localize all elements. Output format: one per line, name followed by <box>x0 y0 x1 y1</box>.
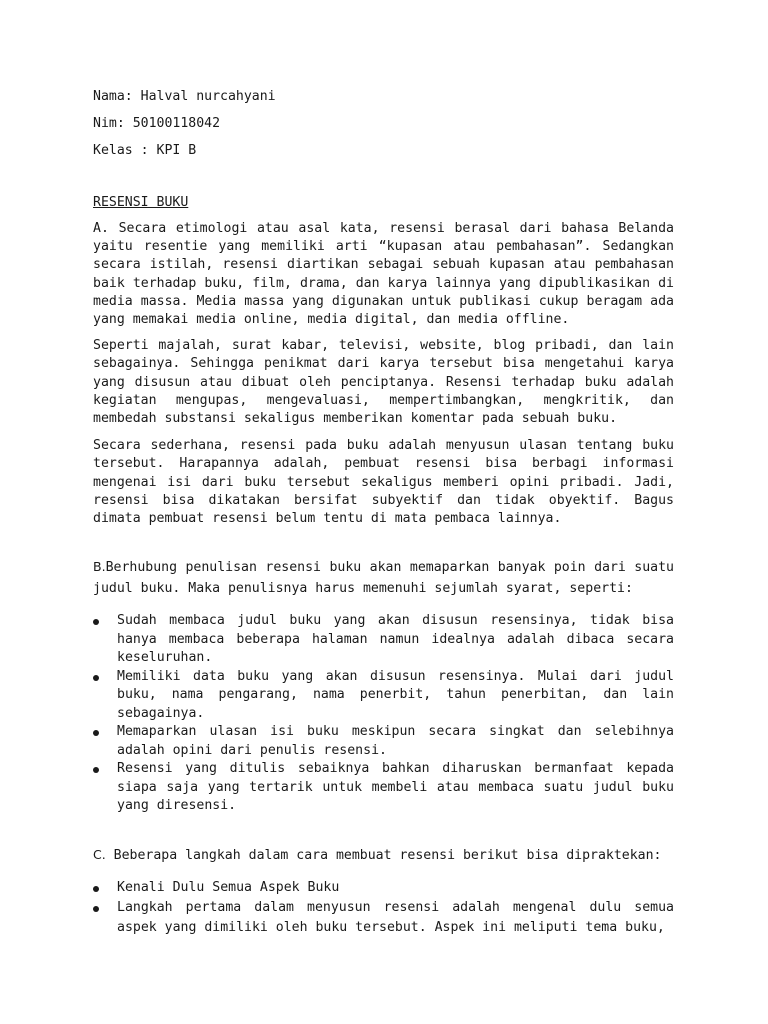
section-b-label: B. <box>93 559 106 575</box>
section-c-list <box>93 878 674 938</box>
section-a-label: A. <box>93 221 109 236</box>
bullet-icon <box>93 886 99 892</box>
list-item: Langkah pertama dalam menyusun resensi adalah mengenal dulu semua aspek yang dimiliki oleh buku tersebut. Aspek ini meliputi tema buku, <box>93 898 674 938</box>
section-c-label: C. <box>93 846 106 862</box>
student-class: Kelas : KPI B <box>93 143 197 158</box>
section-c-intro: C. Beberapa langkah dalam cara membuat resensi berikut bisa dipraktekan: <box>93 846 662 863</box>
bullet-icon <box>93 767 99 773</box>
bullet-icon <box>93 730 99 736</box>
bullet-icon <box>93 675 99 681</box>
section-a-paragraph-2: Seperti majalah, surat kabar, televisi, website, blog pribadi, dan lain sebagainya. Sehingga penikmat dari karya tersebut bisa mengetahui karya yang disusun atau dibuat oleh penciptanya. Resensi terhadap buku adalah kegiatan mengupas, mengevaluasi, mempertimbangkan, mengkritik, dan membedah substansi sekaligus memberikan komentar pada sebuah buku. <box>93 338 674 427</box>
section-b-list <box>93 612 674 816</box>
document-body <box>93 88 674 938</box>
student-nim: Nim: 50100118042 <box>93 116 221 131</box>
list-item: Resensi yang ditulis sebaiknya bahkan diharuskan bermanfaat kepada siapa saja yang tertarik untuk membeli atau membaca suatu judul buku yang diresensi. <box>93 760 674 816</box>
list-item: Memiliki data buku yang akan disusun resensinya. Mulai dari judul buku, nama pengarang, nama penerbit, tahun penerbitan, dan lain sebagainya. <box>93 668 674 724</box>
section-a-paragraph-1: A. Secara etimologi atau asal kata, resensi berasal dari bahasa Belanda yaitu resentie yang memiliki arti “kupasan atau pembahasan”. Sedangkan secara istilah, resensi diartikan sebagai sebuah kupasan atau pembahasan baik terhadap buku, film, drama, dan karya lainnya yang dipublikasikan di media massa. Media massa yang digunakan untuk publikasi cukup beragam ada yang memakai media online, media digital, dan media offline. <box>93 221 674 328</box>
section-b-intro: B.Berhubung penulisan resensi buku akan memaparkan banyak poin dari suatu judul buku. Maka penulisnya harus memenuhi sejumlah syarat, seperti: <box>93 559 674 597</box>
bullet-icon <box>93 619 99 625</box>
list-item: Kenali Dulu Semua Aspek Buku <box>93 878 674 898</box>
list-item: Memaparkan ulasan isi buku meskipun secara singkat dan selebihnya adalah opini dari penulis resensi. <box>93 723 674 760</box>
bullet-icon <box>93 906 99 912</box>
student-name: Nama: Halval nurcahyani <box>93 89 276 104</box>
list-item: Sudah membaca judul buku yang akan disusun resensinya, tidak bisa hanya membaca beberapa halaman namun idealnya adalah dibaca secara keseluruhan. <box>93 612 674 668</box>
section-a-paragraph-3: Secara sederhana, resensi pada buku adalah menyusun ulasan tentang buku tersebut. Harapannya adalah, pembuat resensi bisa berbagi informasi mengenai isi dari buku tersebut sekaligus memberi opini pribadi. Jadi, resensi bisa dikatakan bersifat subyektif dan tidak obyektif. Bagus dimata pembuat resensi belum tentu di mata pembaca lainnya. <box>93 438 674 527</box>
document-title: RESENSI BUKU <box>93 195 189 210</box>
